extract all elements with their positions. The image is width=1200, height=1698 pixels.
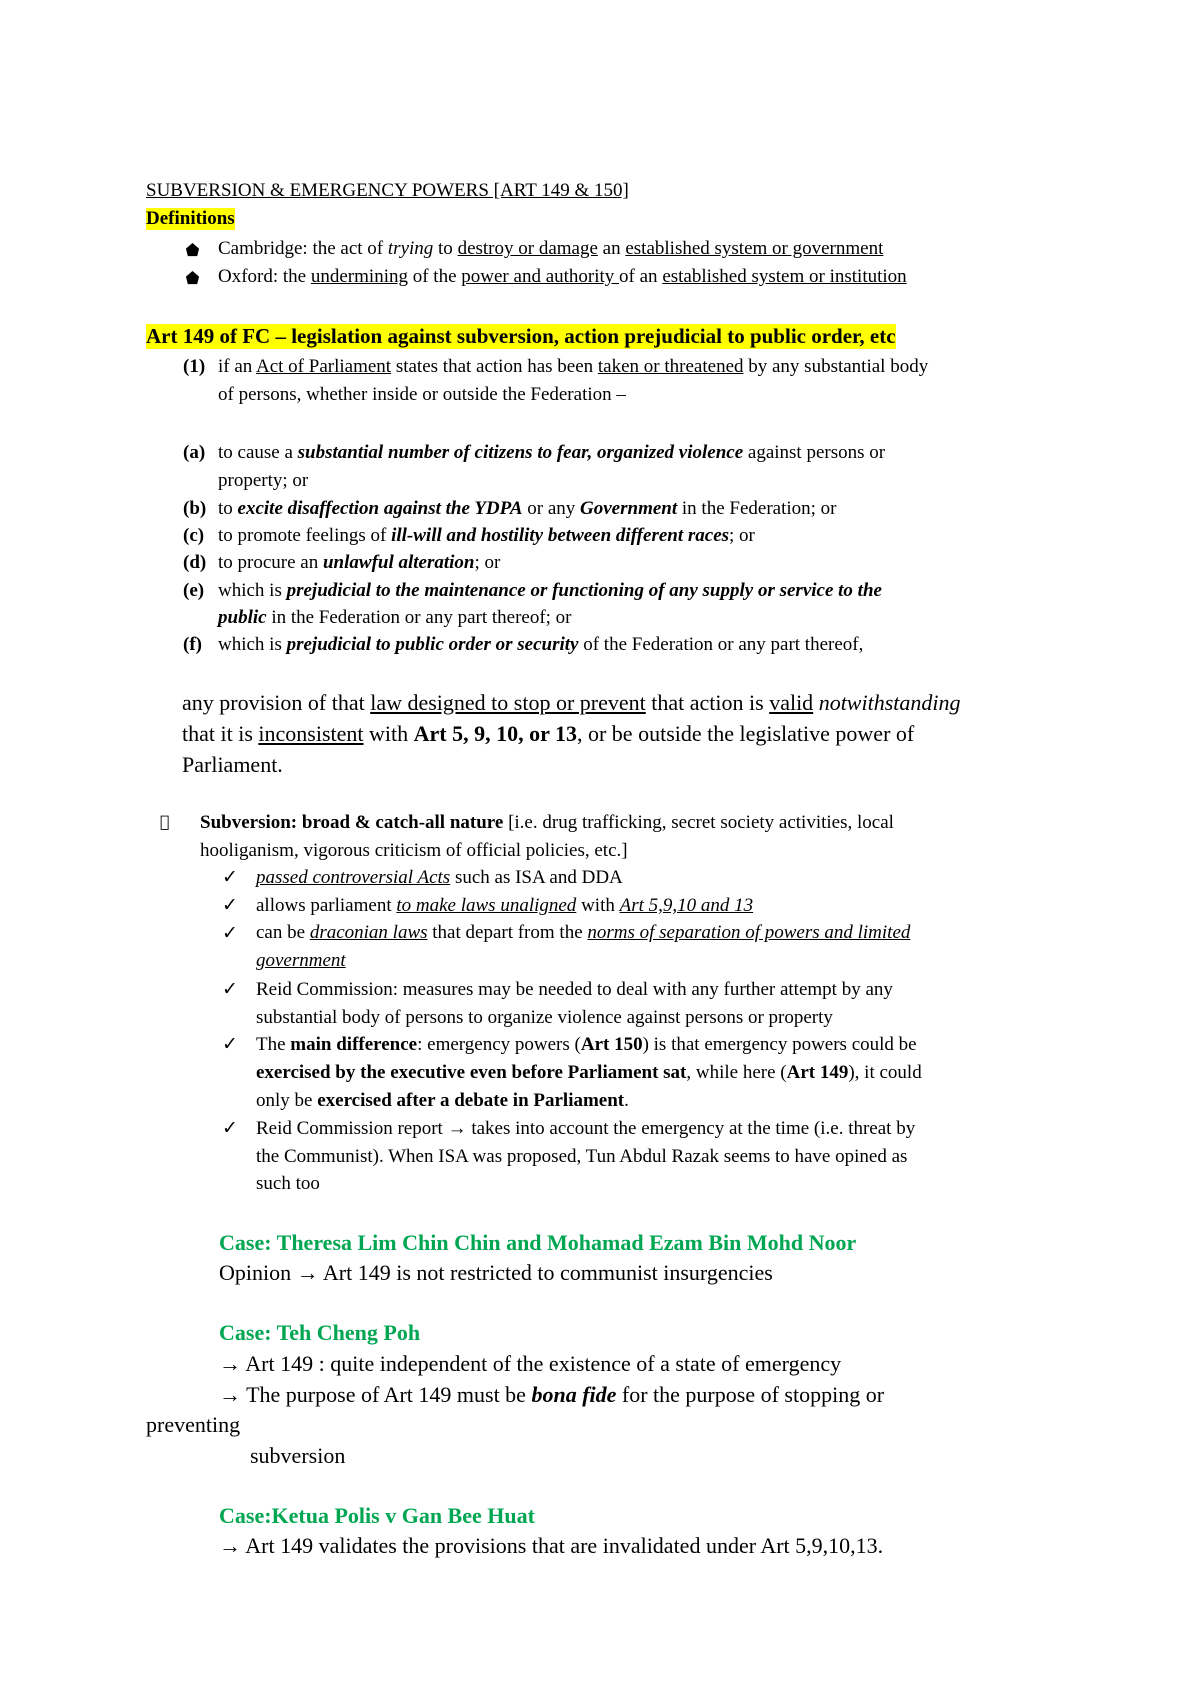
check-item-3: can be draconian laws that depart from the norms of separation of powers and limited — [256, 922, 911, 943]
clause-label: (e) — [183, 580, 205, 601]
clause-e-line2: public in the Federation or any part thereof; or — [218, 607, 572, 628]
clause-label: (c) — [183, 525, 205, 546]
clause-label: (d) — [183, 552, 207, 573]
clause-label: (b) — [183, 498, 207, 519]
case-text-teh-line3: preventing — [146, 1412, 241, 1437]
clause-1-line1: if an Act of Parliament states that action has been taken or threatened by any substantial body — [218, 356, 929, 377]
clause-c: to promote feelings of ill-will and hostility between different races; or — [218, 525, 755, 546]
clause-label: (1) — [183, 356, 206, 377]
clause-label: (a) — [183, 442, 206, 463]
check-item-4-line2: substantial body of persons to organize violence against persons or property — [256, 1007, 833, 1028]
clause-a-line2: property; or — [218, 470, 309, 491]
art149-heading: Art 149 of FC – legislation against subversion, action prejudicial to public order, etc — [146, 324, 896, 348]
checkmark-icon: ✓ — [222, 978, 238, 1000]
check-item-6-line3: such too — [256, 1173, 320, 1194]
closing-line3: Parliament. — [182, 752, 283, 777]
definitions-heading: Definitions — [146, 208, 235, 229]
clause-f: which is prejudicial to public order or security of the Federation or any part thereof, — [218, 634, 864, 655]
subversion-line1: Subversion: broad & catch-all nature [i.e. drug trafficking, secret society activities, local — [200, 812, 894, 833]
check-item-6: Reid Commission report → takes into account the emergency at the time (i.e. threat by — [256, 1118, 916, 1139]
clause-1-line2: of persons, whether inside or outside the Federation – — [218, 384, 626, 405]
case-title-teh-cheng-poh: Case: Teh Cheng Poh — [219, 1320, 421, 1345]
checkmark-icon: ✓ — [222, 866, 238, 888]
case-text-teh-line2: → The purpose of Art 149 must be bona fide for the purpose of stopping or — [219, 1382, 885, 1407]
house-bullet-icon — [185, 242, 200, 257]
closing-line2: that it is inconsistent with Art 5, 9, 10, or 13, or be outside the legislative power of — [182, 721, 915, 746]
arrow-bullet-icon — [160, 812, 170, 831]
check-item-5-line3: only be exercised after a debate in Parliament. — [256, 1090, 629, 1111]
case-text-gan-bee-huat: → Art 149 validates the provisions that are invalidated under Art 5,9,10,13. — [219, 1533, 884, 1558]
clause-d: to procure an unlawful alteration; or — [218, 552, 501, 573]
definition-cambridge: Cambridge: the act of trying to destroy or damage an established system or government — [218, 238, 884, 259]
check-item-5-line2: exercised by the executive even before Parliament sat, while here (Art 149), it could — [256, 1062, 922, 1083]
case-title-gan-bee-huat: Case:Ketua Polis v Gan Bee Huat — [219, 1503, 535, 1528]
checkmark-icon: ✓ — [222, 1033, 238, 1055]
check-item-4: Reid Commission: measures may be needed to deal with any further attempt by any — [256, 979, 893, 1000]
case-text-teh-line4: subversion — [250, 1443, 346, 1468]
clause-label: (f) — [183, 634, 202, 655]
case-text-theresa-lim: Opinion → Art 149 is not restricted to communist insurgencies — [219, 1260, 773, 1285]
check-item-6-line2: the Communist). When ISA was proposed, Tun Abdul Razak seems to have opined as — [256, 1146, 908, 1167]
case-title-theresa-lim: Case: Theresa Lim Chin Chin and Mohamad Ezam Bin Mohd Noor — [219, 1230, 857, 1255]
checkmark-icon: ✓ — [222, 894, 238, 916]
clause-b: to excite disaffection against the YDPA or any Government in the Federation; or — [218, 498, 837, 519]
clause-a: to cause a substantial number of citizens to fear, organized violence against persons or — [218, 442, 886, 463]
check-item-1: passed controversial Acts such as ISA and DDA — [256, 867, 623, 888]
check-item-2: allows parliament to make laws unaligned with Art 5,9,10 and 13 — [256, 895, 754, 916]
house-bullet-icon — [185, 270, 200, 285]
check-item-5: The main difference: emergency powers (Art 150) is that emergency powers could be — [256, 1034, 917, 1055]
page-title: SUBVERSION & EMERGENCY POWERS [ART 149 & 150] — [146, 180, 629, 201]
checkmark-icon: ✓ — [222, 1117, 238, 1139]
case-text-teh-line1: → Art 149 : quite independent of the existence of a state of emergency — [219, 1351, 842, 1376]
checkmark-icon: ✓ — [222, 922, 238, 944]
subversion-line2: hooliganism, vigorous criticism of official policies, etc.] — [200, 840, 628, 861]
definition-oxford: Oxford: the undermining of the power and authority of an established system or institution — [218, 266, 907, 287]
check-item-3-line2: government — [256, 950, 346, 971]
clause-e: which is prejudicial to the maintenance or functioning of any supply or service to the — [218, 580, 882, 601]
closing-line1: any provision of that law designed to stop or prevent that action is valid notwithstanding — [182, 690, 961, 715]
